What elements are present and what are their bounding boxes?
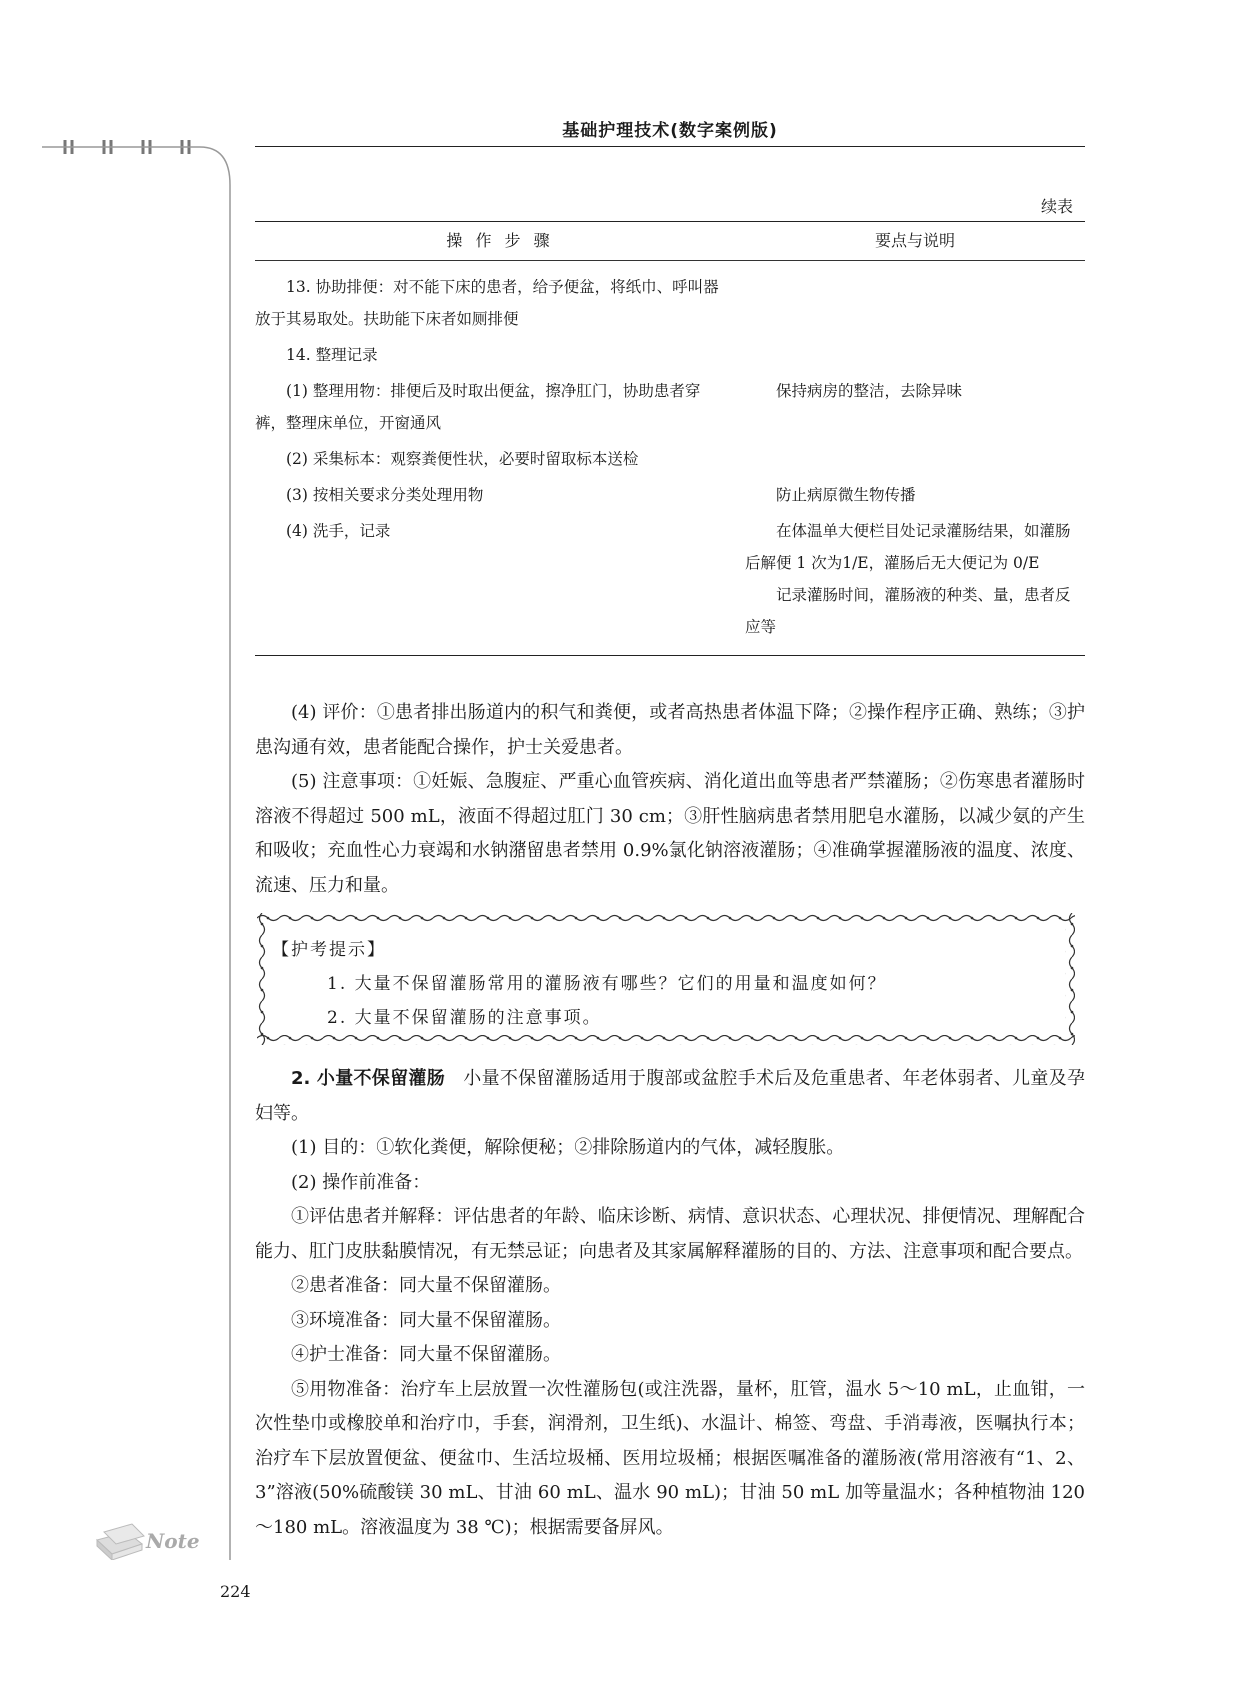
paragraph: (4) 评价：①患者排出肠道内的积气和粪便，或者高热患者体温下降；②操作程序正确、熟练；③护患沟通有效，患者能配合操作，护士关爱患者。	[255, 702, 1085, 758]
note-text: 防止病原微生物传播	[776, 486, 916, 504]
paragraph: (1) 目的：①软化粪便，解除便秘；②排除肠道内的气体，减轻腹胀。	[291, 1137, 845, 1158]
tip-item: 1. 大量不保留灌肠常用的灌肠液有哪些？它们的用量和温度如何？	[327, 974, 887, 994]
table-row	[255, 479, 1085, 511]
paragraph: (2) 操作前准备：	[291, 1171, 431, 1193]
table-body	[255, 261, 1085, 655]
step-cell: 14. 整理记录	[286, 346, 378, 364]
table-caption: 续表	[1040, 197, 1073, 216]
page-number: 224	[220, 1582, 251, 1601]
paragraph: ①评估患者并解释：评估患者的年龄、临床诊断、病情、意识状态、心理状况、排便情况、理解配合能力、肛门皮肤黏膜情况，有无禁忌证；向患者及其家属解释灌肠的目的、方法、注意事项和配合要点。	[255, 1206, 1085, 1262]
note-text: 记录灌肠时间，灌肠液的种类、量，患者反应等	[745, 586, 1071, 636]
book-icon	[97, 1524, 144, 1560]
table-row	[255, 515, 1085, 643]
table-row	[255, 375, 1085, 439]
exam-tip-box	[257, 913, 1075, 1045]
tip-content	[272, 933, 887, 1035]
running-head: 基础护理技术(数字案例版)	[562, 121, 778, 141]
notes-cell	[745, 515, 1085, 643]
step-cell: (1) 整理用物：排便后及时取出便盆，擦净肛门，协助患者穿裤，整理床单位，开窗通风	[255, 382, 701, 432]
paragraph: (5) 注意事项：①妊娠、急腹症、严重心血管疾病、消化道出血等患者严禁灌肠；②伤寒患者灌肠时溶液不得超过 500 mL，液面不得超过肛门 30 cm；③肝性脑病患者禁用肥皂水灌肠，以减少氨的产生和吸收；充血性心力衰竭和水钠潴留患者禁用 0.9%氯化钠溶液灌肠；④准确掌握灌肠液的温度、浓度、流速、压力和量。	[255, 771, 1085, 896]
table-row	[255, 443, 1085, 475]
notes-cell	[745, 339, 1085, 371]
evaluation-section	[255, 696, 1085, 903]
table-header	[255, 222, 1085, 261]
tip-item: 2. 大量不保留灌肠的注意事项。	[327, 1008, 602, 1028]
tip-title: 【护考提示】	[272, 940, 386, 960]
note-text: 在体温单大便栏目处记录灌肠结果，如灌肠后解便 1 次为1/E，灌肠后无大便记为 0/E	[745, 522, 1071, 572]
section-paragraph	[255, 1062, 1085, 1131]
notes-cell	[745, 271, 1085, 335]
notes-cell	[745, 375, 1085, 439]
step-cell: (3) 按相关要求分类处理用物	[286, 486, 484, 504]
small-enema-section	[255, 1062, 1085, 1545]
notes-cell	[745, 479, 1085, 511]
paragraph: ③环境准备：同大量不保留灌肠。	[291, 1309, 561, 1331]
step-cell: 13. 协助排便：对不能下床的患者，给予便盆，将纸巾、呼叫器放于其易取处。扶助能下床者如厕排便	[255, 278, 719, 328]
section-intro: 小量不保留灌肠适用于腹部或盆腔手术后及危重患者、年老体弱者、儿童及孕妇等。	[255, 1068, 1085, 1124]
note-text: 保持病房的整洁，去除异味	[776, 382, 963, 400]
column-header-steps: 操 作 步 骤	[446, 231, 554, 250]
column-header-notes: 要点与说明	[874, 231, 955, 250]
paragraph: ②患者准备：同大量不保留灌肠。	[291, 1275, 561, 1296]
section-heading: 2. 小量不保留灌肠	[291, 1068, 445, 1089]
note-label: Note	[146, 1529, 200, 1553]
procedure-table	[255, 221, 1085, 656]
step-cell: (2) 采集标本：观察粪便性状，必要时留取标本送检	[286, 450, 639, 468]
margin-decoration	[0, 0, 240, 1688]
note-logo	[92, 1510, 202, 1560]
header-rule	[255, 146, 1085, 147]
table-row	[255, 271, 1085, 335]
table-row	[255, 339, 1085, 371]
notes-cell	[745, 443, 1085, 475]
paragraph: ⑤用物准备：治疗车上层放置一次性灌肠包(或注洗器，量杯，肛管，温水 5～10 mL，止血钳，一次性垫巾或橡胶单和治疗巾，手套，润滑剂，卫生纸)、水温计、棉签、弯盘、手消毒液，医嘱执行本；治疗车下层放置便盆、便盆巾、生活垃圾桶、医用垃圾桶；根据医嘱准备的灌肠液(常用溶液有“1、2、3”溶液(50%硫酸镁 30 mL、甘油 60 mL、温水 90 mL)；甘油 50 mL 加等量温水；各种植物油 120～180 mL。溶液温度为 38 ℃)；根据需要备屏风。	[255, 1378, 1085, 1538]
step-cell: (4) 洗手，记录	[286, 522, 391, 540]
paragraph: ④护士准备：同大量不保留灌肠。	[291, 1344, 561, 1365]
